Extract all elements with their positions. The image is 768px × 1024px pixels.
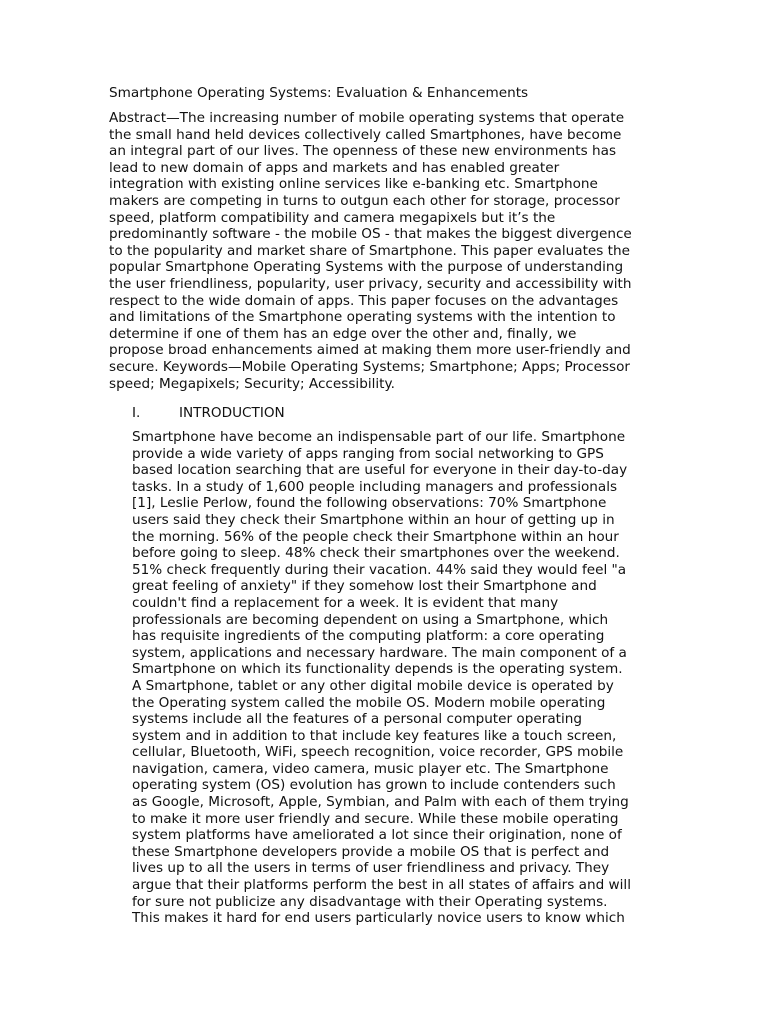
section-number: I. [132,405,141,421]
text-line: determine if one of them has an edge over the other and, finally, we [109,325,577,342]
text-line: the Operating system called the mobile OS. Modern mobile operating [132,694,606,711]
text-line: argue that their platforms perform the best in all states of affairs and will [132,877,631,894]
text-line: and limitations of the Smartphone operating systems with the intention to [109,309,616,326]
text-line: professionals are becoming dependent on using a Smartphone, which [132,611,609,628]
text-line: to make it more user friendly and secure. While these mobile operating [132,810,619,827]
text-line: [1], Leslie Perlow, found the following observations: 70% Smartphone [132,495,607,512]
text-line: the small hand held devices collectively called Smartphones, have become [109,126,622,143]
text-line: the user friendliness, popularity, user privacy, security and accessibility with [109,275,632,292]
text-line: system, applications and necessary hardware. The main component of a [132,644,627,661]
text-line: systems include all the features of a personal computer operating [132,711,582,728]
text-line: popular Smartphone Operating Systems with the purpose of understanding [109,259,624,276]
text-line: system platforms have ameliorated a lot since their origination, none of [132,827,622,844]
text-line: integration with existing online services like e-banking etc. Smartphone [109,176,598,193]
text-line: navigation, camera, video camera, music player etc. The Smartphone [132,760,609,777]
text-line: based location searching that are useful for everyone in their day-to-day [132,462,628,479]
text-line: secure. Keywords—Mobile Operating Systems; Smartphone; Apps; Processor [109,358,631,375]
text-line: Smartphone on which its functionality depends is the operating system. [132,661,623,678]
text-line: before going to sleep. 48% check their smartphones over the weekend. [132,545,620,562]
text-line: Abstract—The increasing number of mobile operating systems that operate [109,110,625,126]
text-line: Smartphone have become an indispensable part of our life. Smartphone [132,429,626,445]
text-line: lead to new domain of apps and markets and has enabled greater [109,159,560,176]
text-line: respect to the wide domain of apps. This paper focuses on the advantages [109,292,619,309]
text-line: for sure not publicize any disadvantage with their Operating systems. [132,893,608,910]
text-line: users said they check their Smartphone within an hour of getting up in [132,511,615,528]
introduction-paragraph [132,429,672,927]
text-line: predominantly software - the mobile OS - that makes the biggest divergence [109,226,632,243]
text-line: system and in addition to that include key features like a touch screen, [132,727,617,744]
section-title: INTRODUCTION [179,405,285,421]
text-line: speed, platform compatibility and camera megapixels but it’s the [109,209,556,226]
text-line: provide a wide variety of apps ranging from social networking to GPS [132,445,604,462]
text-line: lives up to all the users in terms of user friendliness and privacy. They [132,860,610,877]
text-line: an integral part of our lives. The openness of these new environments has [109,143,617,160]
text-line: This makes it hard for end users particularly novice users to know which [132,910,625,927]
section-heading [132,404,432,422]
text-line: great feeling of anxiety" if they somehow lost their Smartphone and [132,578,597,595]
text-line: 51% check frequently during their vacation. 44% said they would feel "a [132,561,627,578]
text-line: to the popularity and market share of Smartphone. This paper evaluates the [109,242,630,259]
text-line: tasks. In a study of 1,600 people including managers and professionals [132,478,618,495]
text-line: cellular, Bluetooth, WiFi, speech recognition, voice recorder, GPS mobile [132,744,624,761]
text-line: A Smartphone, tablet or any other digital mobile device is operated by [132,677,614,694]
text-line: these Smartphone developers provide a mobile OS that is perfect and [132,843,610,860]
text-line: the morning. 56% of the people check their Smartphone within an hour [132,528,619,545]
text-line: propose broad enhancements aimed at making them more user-friendly and [109,342,631,359]
text-line: speed; Megapixels; Security; Accessibility. [109,375,395,392]
text-line: has requisite ingredients of the computing platform: a core operating [132,628,605,645]
abstract-paragraph [109,110,669,392]
document-title: Smartphone Operating Systems: Evaluation & Enhancements [109,85,529,101]
text-line: as Google, Microsoft, Apple, Symbian, and Palm with each of them trying [132,794,629,811]
text-line: makers are competing in turns to outgun each other for storage, processor [109,192,620,209]
text-line: operating system (OS) evolution has grown to include contenders such [132,777,616,794]
text-line: couldn't find a replacement for a week. It is evident that many [132,594,559,611]
